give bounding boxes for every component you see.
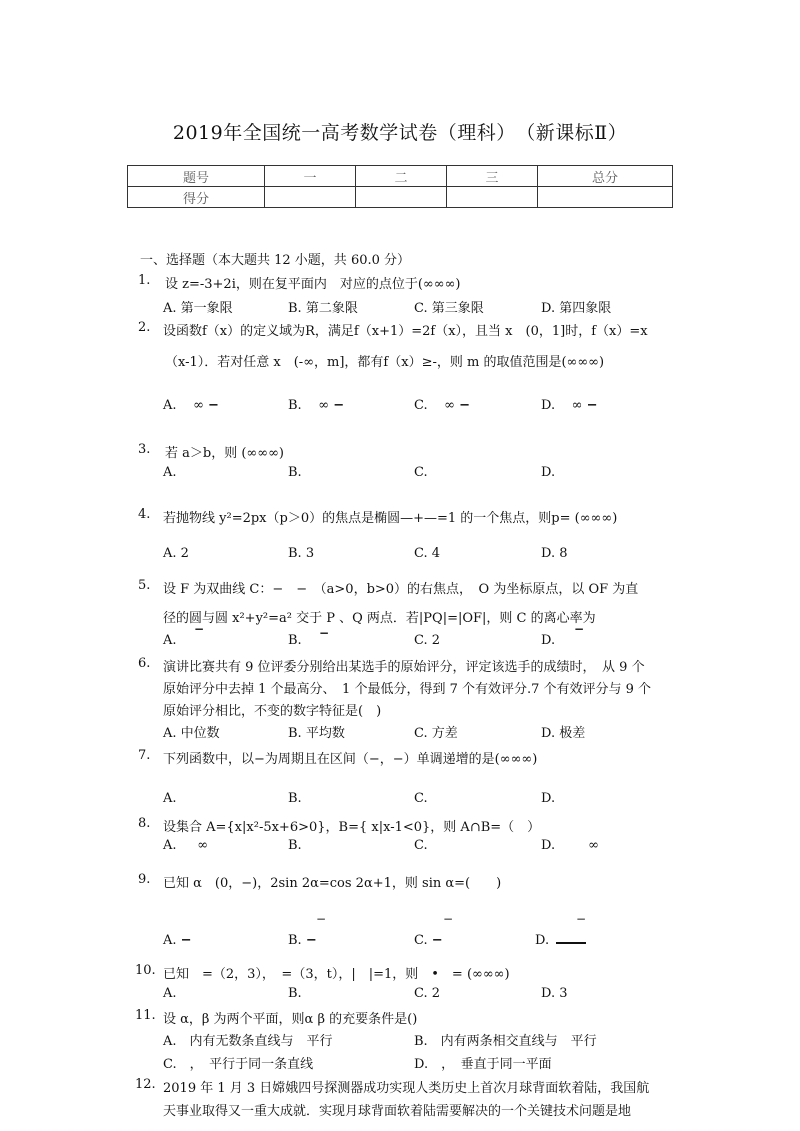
score-cell[interactable]: [265, 187, 356, 208]
option-a[interactable]: A. 第一象限: [163, 301, 233, 316]
row-label: 得分: [128, 187, 265, 208]
option-b[interactable]: B.: [288, 986, 302, 1001]
question-number: 11.: [135, 1008, 156, 1023]
header-cell: 二: [356, 166, 447, 187]
score-table-header-row: [128, 166, 673, 187]
score-cell[interactable]: [538, 187, 673, 208]
infinity-symbol: ∞: [571, 398, 583, 413]
option-a[interactable]: A.: [163, 465, 177, 480]
option-c[interactable]: C. −: [414, 933, 443, 948]
question-number: 9.: [138, 872, 151, 887]
question-text: 若抛物线 y²=2px（p＞0）的焦点是椭圆—+—=1 的一个焦点，则p= (∞∞∞): [163, 511, 618, 526]
question-text: 设函数f（x）的定义域为R，满足f（x+1）=2f（x），且当 x (0，1]时，f（x）=x: [163, 324, 648, 339]
option-c[interactable]: C. 第三象限: [414, 301, 484, 316]
fraction-mark: −: [319, 626, 330, 640]
infinity-symbol: ∞: [318, 398, 330, 413]
option-d[interactable]: D. ∞ −: [541, 398, 598, 413]
option-c[interactable]: C. ∞ −: [414, 398, 471, 413]
question-text: 天事业取得又一重大成就．实现月球背面软着陆需要解决的一个关键技术问题是地: [163, 1104, 632, 1119]
option-d[interactable]: D.: [535, 933, 550, 948]
option-b[interactable]: B.: [288, 465, 302, 480]
question-text: 已知 =（2，3）， =（3，t），| |=1，则 • = (∞∞∞): [163, 967, 510, 982]
option-a[interactable]: A.: [163, 633, 177, 648]
option-a[interactable]: A. 中位数: [163, 726, 220, 741]
option-b[interactable]: B. 3: [288, 546, 315, 561]
minus-symbol: −: [208, 398, 219, 413]
option-b[interactable]: B. 内有两条相交直线与 平行: [414, 1034, 597, 1049]
header-cell: 总分: [538, 166, 673, 187]
infinity-symbol: ∞: [193, 398, 204, 413]
option-d[interactable]: D.: [541, 791, 556, 806]
question-text: 2019 年 1 月 3 日嫦娥四号探测器成功实现人类历史上首次月球背面软着陆，我国航: [163, 1081, 650, 1096]
option-a[interactable]: A. 内有无数条直线与 平行: [163, 1034, 333, 1049]
fraction-mark: −: [194, 622, 205, 636]
question-number: 3.: [138, 442, 151, 457]
option-c[interactable]: C. 2: [414, 633, 441, 648]
minus-symbol: −: [180, 933, 192, 948]
score-cell[interactable]: [447, 187, 538, 208]
header-cell: 三: [447, 166, 538, 187]
option-a[interactable]: A. −: [163, 933, 192, 948]
option-b[interactable]: B. 平均数: [288, 726, 345, 741]
header-cell: 题号: [128, 166, 265, 187]
minus-symbol: −: [305, 933, 317, 948]
header-cell: 一: [265, 166, 356, 187]
question-number: 1.: [138, 273, 151, 288]
question-text: 若 a＞b，则 (∞∞∞): [165, 446, 284, 461]
minus-symbol: −: [459, 398, 471, 413]
option-b[interactable]: B. 第二象限: [288, 301, 358, 316]
fraction-mark: −: [574, 622, 585, 636]
question-number: 5.: [138, 578, 151, 593]
question-number: 4.: [138, 507, 151, 522]
question-text: 设 α，β 为两个平面，则α β 的充要条件是(): [163, 1012, 418, 1027]
question-number: 2.: [138, 320, 151, 335]
option-d[interactable]: D. 3: [541, 986, 568, 1001]
score-table-score-row: [128, 187, 673, 208]
option-c[interactable]: C. 方差: [414, 726, 458, 741]
option-b[interactable]: B.: [288, 633, 302, 648]
option-c[interactable]: C.: [414, 465, 428, 480]
question-number: 6.: [138, 656, 151, 671]
question-number: 7.: [138, 748, 151, 763]
minus-symbol: −: [586, 398, 598, 413]
infinity-symbol: ∞: [588, 838, 599, 853]
option-b[interactable]: B. −: [288, 933, 317, 948]
option-d[interactable]: D. 第四象限: [541, 301, 612, 316]
question-text: 原始评分相比，不变的数字特征是( ): [163, 704, 382, 719]
option-a[interactable]: A. ∞: [163, 838, 209, 853]
section-heading: 一、选择题（本大题共 12 小题，共 60.0 分）: [140, 253, 411, 268]
infinity-symbol: ∞: [197, 838, 209, 853]
option-a[interactable]: A.: [163, 791, 177, 806]
fraction-mark: −: [443, 912, 454, 926]
question-text: 演讲比赛共有 9 位评委分别给出某选手的原始评分，评定该选手的成绩时， 从 9 个: [163, 660, 645, 675]
minus-symbol: −: [431, 933, 443, 948]
option-a[interactable]: A. ∞ −: [163, 398, 219, 413]
question-number: 12.: [135, 1077, 156, 1092]
option-b[interactable]: B.: [288, 838, 302, 853]
question-text: 设 F 为双曲线 C：− − （a>0，b>0）的右焦点， O 为坐标原点，以 OF 为直: [163, 582, 639, 597]
score-cell[interactable]: [356, 187, 447, 208]
option-d[interactable]: D.: [541, 465, 556, 480]
fraction-mark: −: [316, 912, 327, 926]
question-text: 下列函数中，以−为周期且在区间（−，−）单调递增的是(∞∞∞): [163, 752, 538, 767]
question-text: 已知 α (0，−)，2sin 2α=cos 2α+1，则 sin α=( ): [163, 876, 502, 891]
score-table: [127, 165, 673, 208]
fraction-mark: −: [576, 912, 587, 926]
option-c[interactable]: C.: [414, 791, 428, 806]
minus-symbol: −: [333, 398, 345, 413]
option-c[interactable]: C.: [414, 838, 428, 853]
question-text: （x-1）．若对任意 x (-∞，m]，都有f（x）≥-，则 m 的取值范围是(∞∞∞): [165, 355, 605, 370]
option-d[interactable]: D. 极差: [541, 726, 586, 741]
question-number: 8.: [138, 816, 151, 831]
question-text: 径的圆与圆 x²+y²=a² 交于 P 、Q 两点．若|PQ|=|OF|，则 C 的离心率为: [163, 611, 596, 626]
option-b[interactable]: B.: [288, 791, 302, 806]
option-c[interactable]: C. ， 平行于同一条直线: [163, 1057, 314, 1072]
option-c[interactable]: C. 4: [414, 546, 441, 561]
fraction-bar: [556, 942, 586, 944]
option-d[interactable]: D.: [541, 633, 556, 648]
question-text: 设集合 A={x|x²-5x+6>0}，B={ x|x-1<0}，则 A∩B=（ ）: [163, 820, 541, 835]
infinity-symbol: ∞: [444, 398, 455, 413]
question-number: 10.: [135, 963, 156, 978]
option-b[interactable]: B. ∞ −: [288, 398, 345, 413]
option-d[interactable]: D. 8: [541, 546, 568, 561]
option-a[interactable]: A. 2: [163, 546, 189, 561]
option-d[interactable]: D. ， 垂直于同一平面: [414, 1057, 552, 1072]
option-a[interactable]: A.: [163, 986, 177, 1001]
option-c[interactable]: C. 2: [414, 986, 441, 1001]
exam-title: 2019年全国统一高考数学试卷（理科） （新课标Ⅱ）: [172, 122, 628, 144]
option-d[interactable]: D. ∞: [541, 838, 599, 853]
question-text: 原始评分中去掉 1 个最高分、 1 个最低分，得到 7 个有效评分.7 个有效评分与 9 个: [163, 682, 652, 697]
question-text: 设 z=-3+2i，则在复平面内 对应的点位于(∞∞∞): [165, 277, 461, 292]
